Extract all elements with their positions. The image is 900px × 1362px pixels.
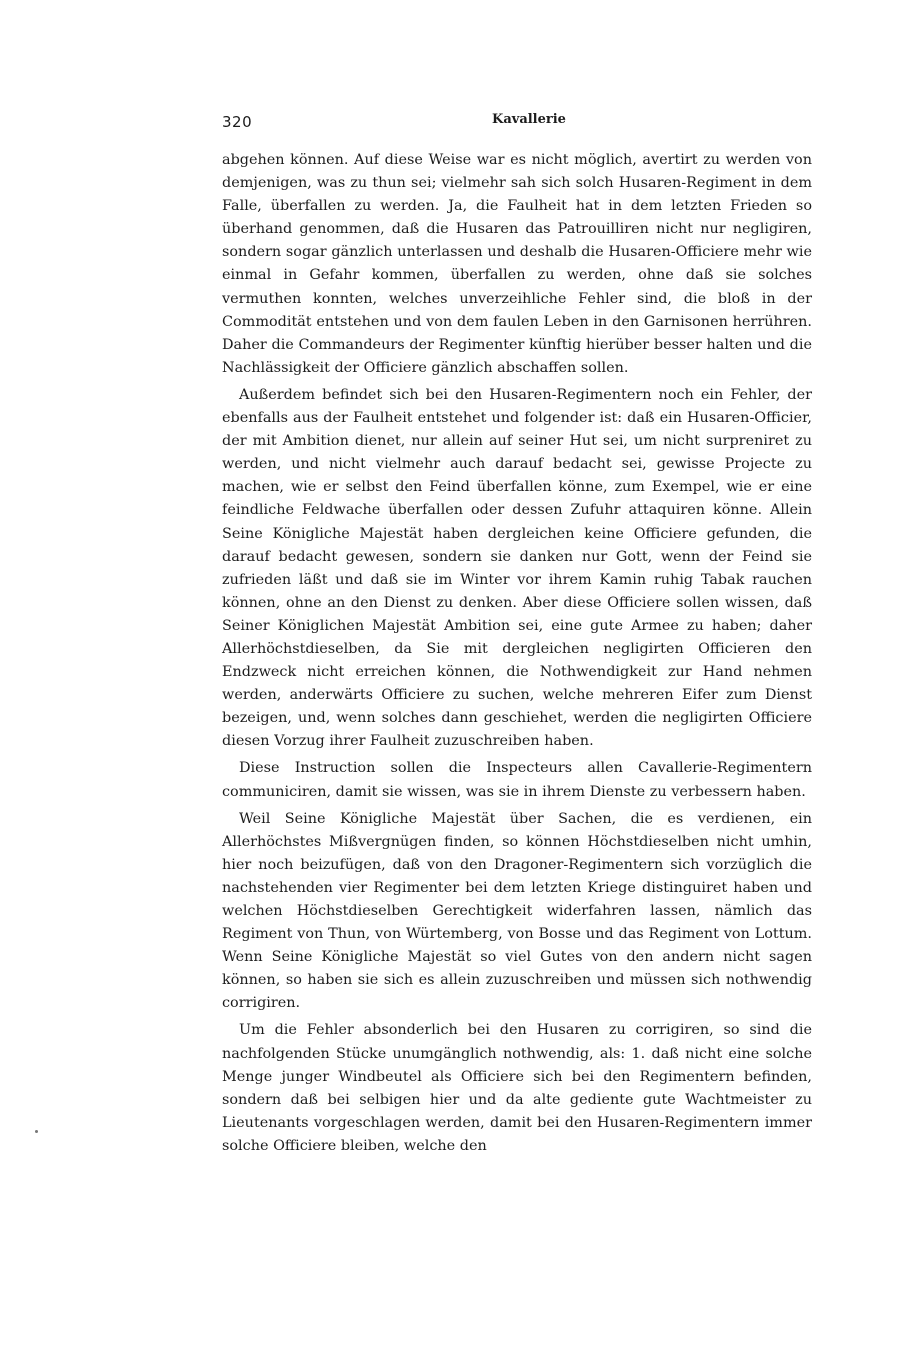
paragraph: Weil Seine Königliche Majestät über Sachen, die es verdienen, ein Allerhöchstes Mißvergnügen finden, so können Höchstdieselben nicht umhin, hier noch beizufügen, daß von den Dragoner-Regimentern sich vorzüglich die nachstehenden vier Regimenter bei dem letzten Kriege distinguiret haben und welchen Höchstdieselben Gerechtigkeit widerfahren lassen, nämlich das Regiment von Thun, von Würtemberg, von Bosse und das Regiment von Lottum. Wenn Seine Königliche Majestät so viel Gutes von den andern nicht sagen können, so haben sie sich es allein zuzuschreiben und müssen sich nothwendig corrigiren. [222,810,812,1012]
page-number: 320 [222,113,253,131]
paragraph: abgehen können. Auf diese Weise war es nicht möglich, avertirt zu werden von demjenigen, was zu thun sei; vielmehr sah sich solch Husaren-Regiment in dem Falle, überfallen zu werden. Ja, die Faulheit hat in dem letzten Frieden so überhand genommen, daß die Husaren das Patrouilliren nicht nur negligiren, sondern sogar gänzlich unterlassen und deshalb die Husaren-Officiere mehr wie einmal in Gefahr kommen, überfallen zu werden, ohne daß sie solches vermuthen konnten, welches unverzeihliche Fehler sind, die bloß in der Commodität entstehen und von dem faulen Leben in den Garnisonen herrühren. Daher die Commandeurs der Regimenter künftig hierüber besser halten und die Nachlässigkeit der Officiere gänzlich abschaffen sollen. [222,152,812,376]
scan-speck [35,1130,38,1133]
paragraph: Außerdem befindet sich bei den Husaren-Regimentern noch ein Fehler, der ebenfalls aus der Faulheit entstehet und folgender ist: daß ein Husaren-Officier, der mit Ambition dienet, nur allein auf seiner Hut sei, um nicht surpreniret zu werden, und nicht vielmehr auch darauf bedacht sei, gewisse Projecte zu machen, wie er selbst den Feind überfallen könne, zum Exempel, wie er eine feindliche Feldwache überfallen oder dessen Zufuhr attaquiren könne. Allein Seine Königliche Majestät haben dergleichen keine Officiere gefunden, die darauf bedacht gewesen, sondern sie danken nur Gott, wenn der Feind sie zufrieden läßt und daß sie im Winter vor ihrem Kamin ruhig Tabak rauchen können, ohne an den Dienst zu denken. Aber diese Officiere sollen wissen, daß Seiner Königlichen Majestät Ambition sei, eine gute Armee zu haben; daher Allerhöchstdieselben, da Sie mit dergleichen negligirten Officieren den Endzweck nicht erreichen können, die Nothwendigkeit zur Hand nehmen werden, anderwärts Officiere zu suchen, welche mehreren Eifer zum Dienst bezeigen, und, wenn solches dann geschiehet, werden die negligirten Officiere diesen Vorzug ihrer Faulheit zuzuschreiben haben. [222,386,812,750]
paragraph: Diese Instruction sollen die Inspecteurs allen Cavallerie-Regimentern communiciren, damit sie wissen, was sie in ihrem Dienste zu verbessern haben. [222,760,812,800]
paragraph: Um die Fehler absonderlich bei den Husaren zu corrigiren, so sind die nachfolgenden Stücke unumgänglich nothwendig, als: 1. daß nicht eine solche Menge junger Windbeutel als Officiere sich bei den Regimentern befinden, sondern daß bei selbigen hier und da alte gediente gute Wachtmeister zu Lieutenants vorgeschlagen werden, damit bei den Husaren-Regimentern immer solche Officiere bleiben, welche den [222,1022,812,1154]
running-head: Kavallerie [492,112,566,127]
body-text [222,149,812,1158]
